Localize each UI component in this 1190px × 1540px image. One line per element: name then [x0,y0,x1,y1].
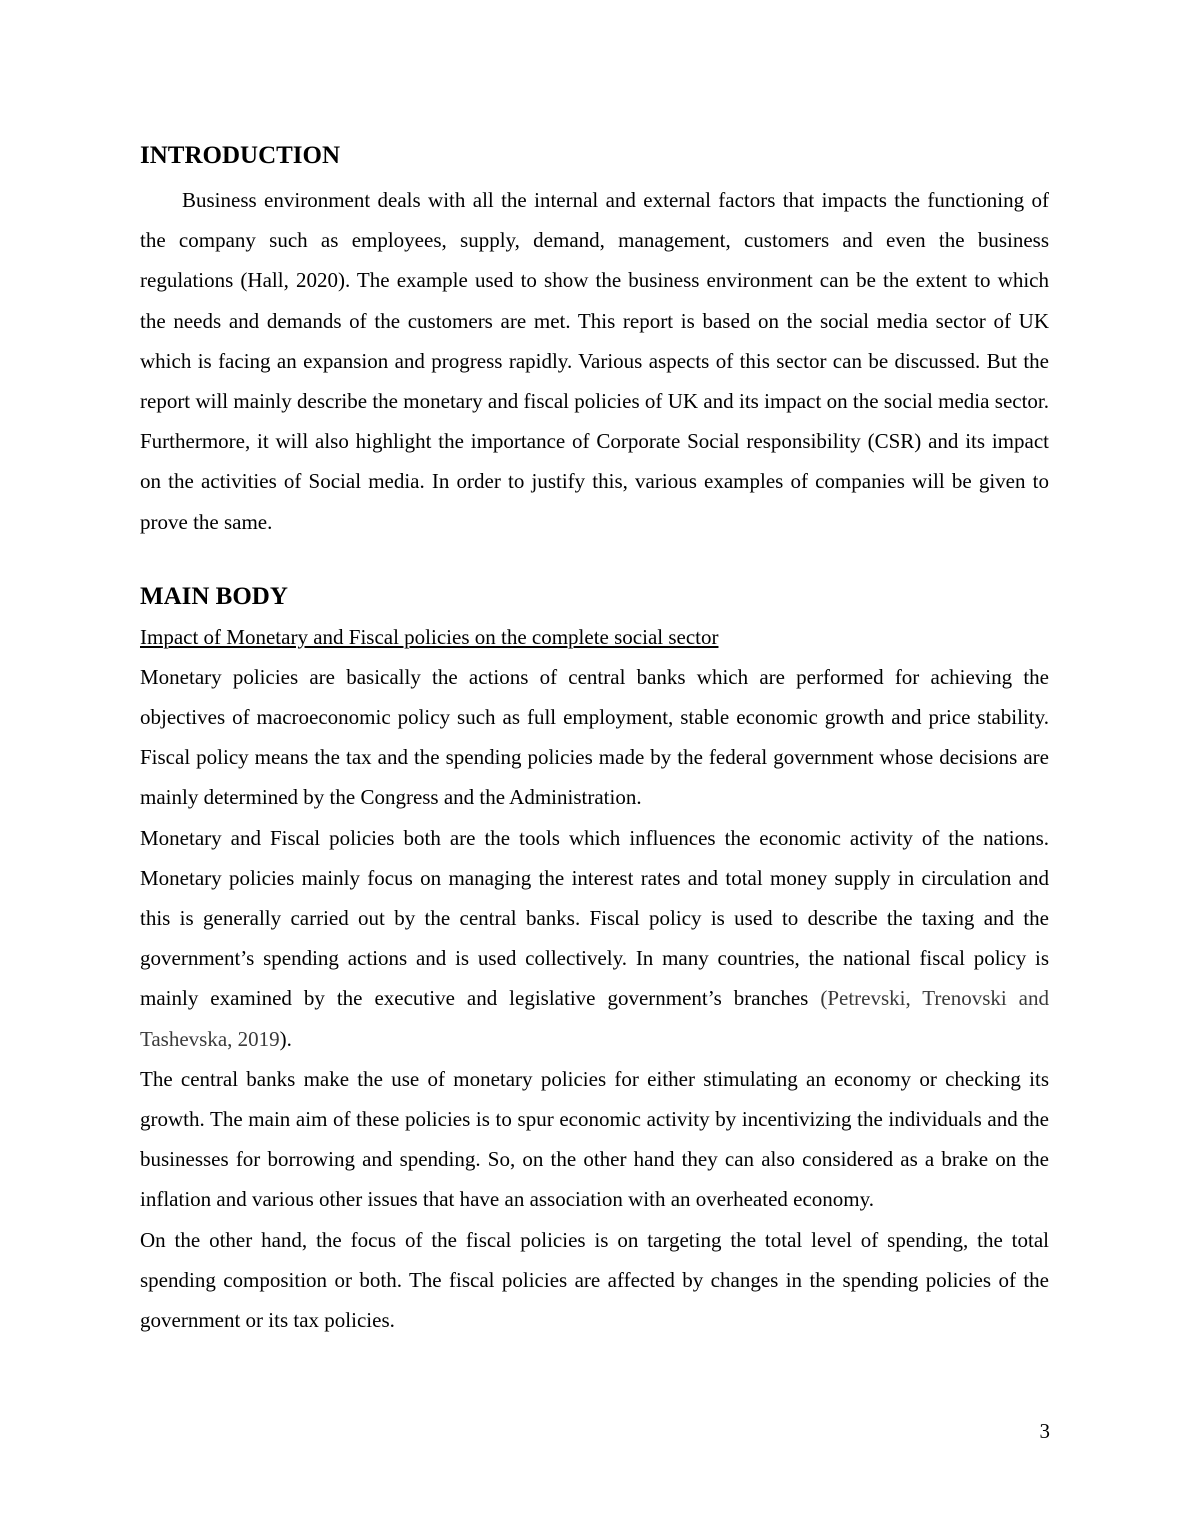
policy-tools-paragraph [140,818,1049,1059]
citation-petrevski: (Petrevski, Trenovski and Tashevska, 2019 [140,986,1050,1051]
document-page [140,138,1049,1340]
fiscal-focus-paragraph: On the other hand, the focus of the fiscal policies is on targeting the total level of spending, the total spending composition or both. The fiscal policies are affected by changes in the spending policies of the government or its tax policies. [140,1227,1049,1333]
page-number: 3 [1039,1419,1050,1443]
main-body-heading: MAIN BODY [140,582,288,610]
introduction-paragraph: Business environment deals with all the internal and external factors that impacts the functioning of the company such as employees, supply, demand, management, customers and even the business regulations (Hall, 2020). The example used to show the business environment can be the extent to which the needs and demands of the customers are met. This report is based on the social media sector of UK which is facing an expansion and progress rapidly. Various aspects of this sector can be discussed. But the report will mainly describe the monetary and fiscal policies of UK and its impact on the social media sector. Furthermore, it will also highlight the importance of Corporate Social responsibility (CSR) and its impact on the activities of Social media. In order to justify this, various examples of companies will be given to prove the same. [140,188,1049,534]
introduction-heading: INTRODUCTION [140,142,341,169]
monetary-fiscal-subheading: Impact of Monetary and Fiscal policies on the complete social sector [140,624,719,649]
main-body-section [140,579,1049,1340]
citation-end: ). [279,1026,292,1051]
policy-tools-text: Monetary and Fiscal policies both are the tools which influences the economic activity of the nations. Monetary policies mainly focus on managing the interest rates and total money supply in circulation and this is generally carried out by the central banks. Fiscal policy is used to describe the taxing and the government’s spending actions and is used collectively. In many countries, the national fiscal policy is mainly examined by the executive and legislative government’s branches [140,825,1049,1011]
monetary-policy-paragraph: Monetary policies are basically the actions of central banks which are performed for achieving the objectives of macroeconomic policy such as full employment, stable economic growth and price stability. Fiscal policy means the tax and the spending policies made by the federal government whose decisions are mainly determined by the Congress and the Administration. [140,664,1049,810]
central-banks-paragraph: The central banks make the use of monetary policies for either stimulating an economy or checking its growth. The main aim of these policies is to spur economic activity by incentivizing the individuals and the businesses for borrowing and spending. So, on the other hand they can also considered as a brake on the inflation and various other issues that have an association with an overheated economy. [140,1066,1049,1212]
introduction-section [140,138,1049,542]
